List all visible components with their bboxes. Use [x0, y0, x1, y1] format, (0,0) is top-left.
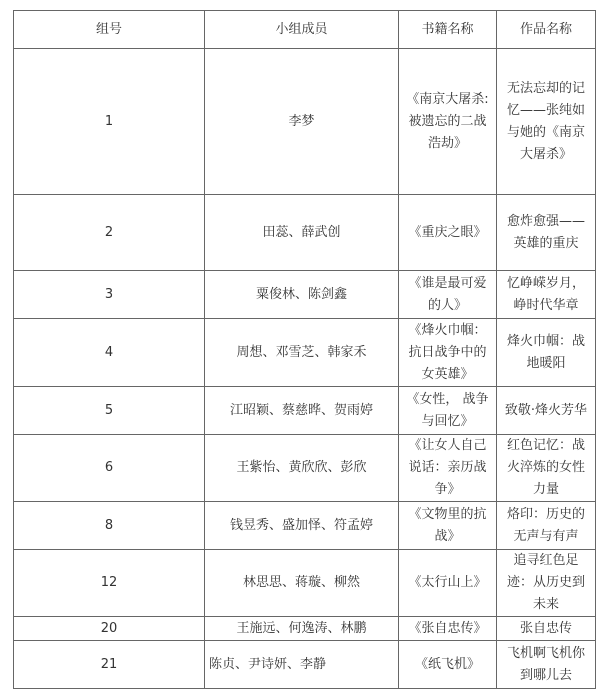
book-title: 《太行山上》: [399, 550, 497, 617]
book-title: 《女性， 战争与回忆》: [399, 387, 497, 435]
work-title: 致敬·烽火芳华: [497, 387, 596, 435]
group-number: 20: [14, 617, 205, 641]
work-title: 烽火巾帼：战地暖阳: [497, 319, 596, 387]
table-row: [14, 271, 596, 319]
header-book: 书籍名称: [399, 11, 497, 49]
group-members: 李梦: [205, 49, 399, 195]
group-number: 1: [14, 49, 205, 195]
group-number: 12: [14, 550, 205, 617]
group-members: 田蕊、薛武创: [205, 195, 399, 271]
book-title: 《让女人自己说话：亲历战争》: [399, 435, 497, 502]
group-members: 陈贞、尹诗妍、李静: [205, 641, 399, 689]
work-title: 无法忘却的记忆——张纯如与她的《南京大屠杀》: [497, 49, 596, 195]
group-number: 3: [14, 271, 205, 319]
work-title: 追寻红色足迹：从历史到未来: [497, 550, 596, 617]
group-members: 江昭颖、蔡慈晔、贺雨婷: [205, 387, 399, 435]
table-row: [14, 617, 596, 641]
group-number: 8: [14, 502, 205, 550]
group-number: 2: [14, 195, 205, 271]
header-group: 组号: [14, 11, 205, 49]
group-members: 王施远、何逸涛、林鹏: [205, 617, 399, 641]
table-row: [14, 387, 596, 435]
book-title: 《重庆之眼》: [399, 195, 497, 271]
book-title: 《谁是最可爱的人》: [399, 271, 497, 319]
group-members: 钱昱秀、盛加怿、符孟婷: [205, 502, 399, 550]
table-row: [14, 195, 596, 271]
work-title: 忆峥嵘岁月，峥时代华章: [497, 271, 596, 319]
book-title: 《文物里的抗战》: [399, 502, 497, 550]
book-title: 《烽火巾帼：抗日战争中的女英雄》: [399, 319, 497, 387]
book-title: 《南京大屠杀:被遗忘的二战浩劫》: [399, 49, 497, 195]
group-number: 5: [14, 387, 205, 435]
work-title: 愈炸愈强——英雄的重庆: [497, 195, 596, 271]
table-row: [14, 49, 596, 195]
group-members: 周想、邓雪芝、韩家禾: [205, 319, 399, 387]
book-title: 《纸飞机》: [399, 641, 497, 689]
group-number: 6: [14, 435, 205, 502]
groups-table: [13, 10, 596, 689]
table-row: [14, 550, 596, 617]
group-members: 粟俊林、陈剑鑫: [205, 271, 399, 319]
work-title: 飞机啊飞机你到哪儿去: [497, 641, 596, 689]
table-row: [14, 641, 596, 689]
group-number: 4: [14, 319, 205, 387]
work-title: 红色记忆：战火淬炼的女性力量: [497, 435, 596, 502]
table-row: [14, 319, 596, 387]
table-row: [14, 435, 596, 502]
table-header-row: [14, 11, 596, 49]
work-title: 张自忠传: [497, 617, 596, 641]
group-members: 林思思、蒋璇、柳然: [205, 550, 399, 617]
group-number: 21: [14, 641, 205, 689]
group-members: 王紫怡、黄欣欣、彭欣: [205, 435, 399, 502]
header-work: 作品名称: [497, 11, 596, 49]
book-title: 《张自忠传》: [399, 617, 497, 641]
work-title: 烙印：历史的无声与有声: [497, 502, 596, 550]
header-members: 小组成员: [205, 11, 399, 49]
table-row: [14, 502, 596, 550]
